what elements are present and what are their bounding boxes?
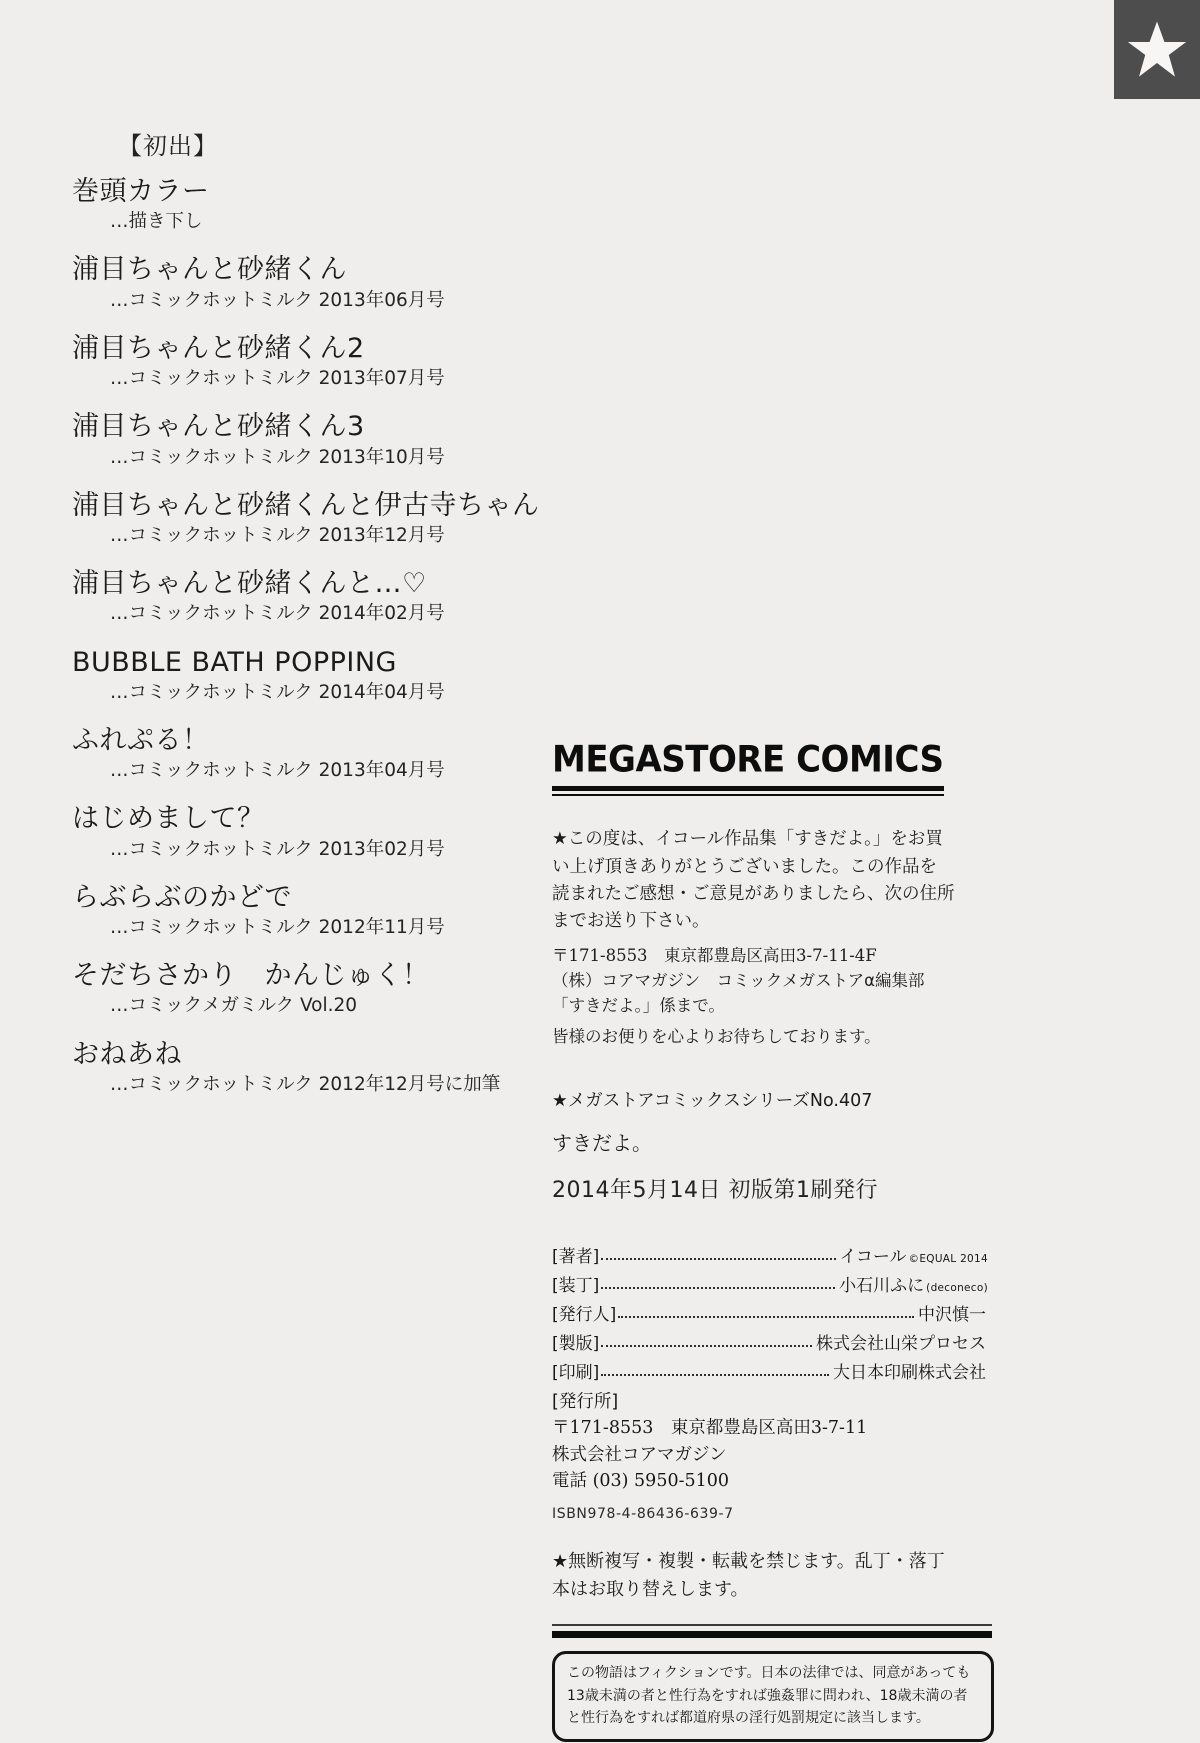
reproduction-notice — [552, 1548, 988, 1604]
work-title: らぶらぶのかどで — [72, 881, 292, 913]
contact-block — [552, 943, 988, 1049]
work-source: …コミックホットミルク 2013年07月号 — [110, 368, 445, 390]
work-source: …コミックメガミルク Vol.20 — [110, 995, 358, 1017]
disclaimer-line: 13歳未満の者と性行為をすれば強姦罪に問われ、18歳未満の者 — [567, 1687, 968, 1704]
work-entry — [72, 177, 542, 233]
contact-line: 「すきだよ。」係まで。 — [552, 996, 725, 1016]
contact-line: 〒171-8553 東京都豊島区高田3-7-11-4F — [552, 945, 877, 965]
work-source: …コミックホットミルク 2012年11月号 — [110, 917, 445, 939]
notice-line: ★無断複写・複製・転載を禁じます。乱丁・落丁 — [552, 1551, 945, 1573]
credit-row — [552, 1354, 988, 1383]
logo-underline-thick — [552, 786, 944, 791]
bottom-rule-thin — [552, 1624, 992, 1626]
work-entry — [72, 961, 542, 1017]
work-entry — [72, 726, 542, 782]
work-entry — [72, 648, 542, 704]
contact-line: 皆様のお便りを心よりお待ちしております。 — [552, 1027, 881, 1047]
star-icon — [1126, 19, 1188, 81]
work-entry — [72, 491, 542, 547]
book-title: すきだよ。 — [552, 1131, 652, 1156]
work-entry — [72, 412, 542, 468]
credit-value: イコール — [839, 1247, 907, 1268]
publisher-block — [552, 1389, 988, 1494]
publisher-phone: 電話 (03) 5950-5100 — [552, 1470, 730, 1491]
notice-line: 本はお取り替えします。 — [552, 1579, 749, 1601]
credit-row — [552, 1325, 988, 1354]
work-source: …コミックホットミルク 2014年04月号 — [110, 681, 445, 703]
thanks-line: ★この度は、イコール作品集「すきだよ。」をお買 — [552, 829, 943, 850]
credit-value: 株式会社山栄プロセス — [816, 1334, 986, 1355]
series-number: ★メガストアコミックスシリーズNo.407 — [552, 1091, 873, 1112]
first-publication-heading: 【初出】 — [118, 132, 218, 160]
thanks-line: い上げ頂きありがとうございました。この作品を — [552, 856, 937, 877]
work-source: …コミックホットミルク 2013年06月号 — [110, 289, 445, 311]
publisher-company: 株式会社コアマガジン — [552, 1444, 727, 1465]
credit-row — [552, 1296, 988, 1325]
work-title: 浦目ちゃんと砂緒くんと伊古寺ちゃん — [72, 489, 540, 521]
credit-value: 中沢慎一 — [918, 1305, 986, 1326]
colophon-column — [552, 737, 988, 1742]
work-source: …コミックホットミルク 2012年12月号に加筆 — [110, 1073, 501, 1095]
thanks-paragraph — [552, 826, 988, 935]
work-title: おねあね — [72, 1038, 182, 1070]
work-source: …コミックホットミルク 2013年10月号 — [110, 446, 445, 468]
work-entry — [72, 569, 542, 625]
work-entry — [72, 1040, 542, 1096]
work-source: …コミックホットミルク 2013年04月号 — [110, 760, 445, 782]
disclaimer-line: この物語はフィクションです。日本の法律では、同意があっても — [567, 1664, 971, 1681]
first-publication-section — [72, 126, 542, 1118]
work-title: 浦目ちゃんと砂緒くん2 — [72, 332, 365, 364]
credit-label: [著者] — [552, 1247, 600, 1268]
credit-label: [製版] — [552, 1334, 600, 1355]
credit-value: 大日本印刷株式会社 — [833, 1363, 986, 1384]
megastore-comics-logo: MEGASTORE COMICS — [552, 737, 944, 782]
isbn: ISBN978-4-86436-639-7 — [552, 1506, 734, 1523]
thanks-line: までお送り下さい。 — [552, 910, 710, 931]
work-entry — [72, 804, 542, 860]
credit-leader — [601, 1374, 829, 1376]
work-title: そだちさかり かんじゅく！ — [72, 960, 430, 992]
work-title: BUBBLE BATH POPPING — [72, 646, 397, 678]
credit-note: (deconeco) — [926, 1282, 988, 1295]
credit-label: [印刷] — [552, 1363, 600, 1384]
credit-row — [552, 1238, 988, 1267]
corner-star-block — [1114, 0, 1200, 99]
work-title: 浦目ちゃんと砂緒くんと…♡ — [72, 568, 427, 600]
thanks-line: 読まれたご感想・ご意見がありましたら、次の住所 — [552, 883, 955, 904]
work-title: 浦目ちゃんと砂緒くん3 — [72, 411, 365, 443]
work-source: …コミックホットミルク 2013年12月号 — [110, 524, 445, 546]
credits-list — [552, 1238, 988, 1383]
work-title: はじめまして？ — [72, 803, 265, 835]
credit-leader — [601, 1287, 835, 1289]
logo-underline-thin — [552, 794, 944, 796]
bottom-rule-thick — [552, 1631, 992, 1638]
credit-value: 小石川ふに — [839, 1276, 925, 1297]
credit-leader — [618, 1316, 914, 1318]
credit-label: [発行人] — [552, 1305, 617, 1326]
publisher-address: 〒171-8553 東京都豊島区高田3-7-11 — [552, 1418, 868, 1439]
work-entry — [72, 883, 542, 939]
disclaimer-line: と性行為をすれば都道府県の淫行処罰規定に該当します。 — [567, 1710, 930, 1727]
credit-row — [552, 1267, 988, 1296]
work-source: …描き下し — [110, 211, 203, 233]
publisher-label: [発行所] — [552, 1392, 619, 1413]
work-source: …コミックホットミルク 2014年02月号 — [110, 603, 445, 625]
work-entry — [72, 255, 542, 311]
work-source: …コミックホットミルク 2013年02月号 — [110, 838, 445, 860]
work-title: 巻頭カラー — [72, 176, 210, 207]
work-title: 浦目ちゃんと砂緒くん — [72, 254, 347, 286]
contact-line: （株）コアマガジン コミックメガストアα編集部 — [552, 970, 925, 990]
print-date: 2014年5月14日 初版第1刷発行 — [552, 1178, 878, 1204]
credit-label: [装丁] — [552, 1276, 600, 1297]
work-title: ふれぷる！ — [72, 724, 210, 756]
work-entry — [72, 334, 542, 390]
credit-leader — [601, 1258, 835, 1260]
credit-leader — [601, 1345, 812, 1347]
disclaimer-box — [552, 1651, 994, 1742]
credit-note: ©EQUAL 2014 — [908, 1253, 988, 1266]
